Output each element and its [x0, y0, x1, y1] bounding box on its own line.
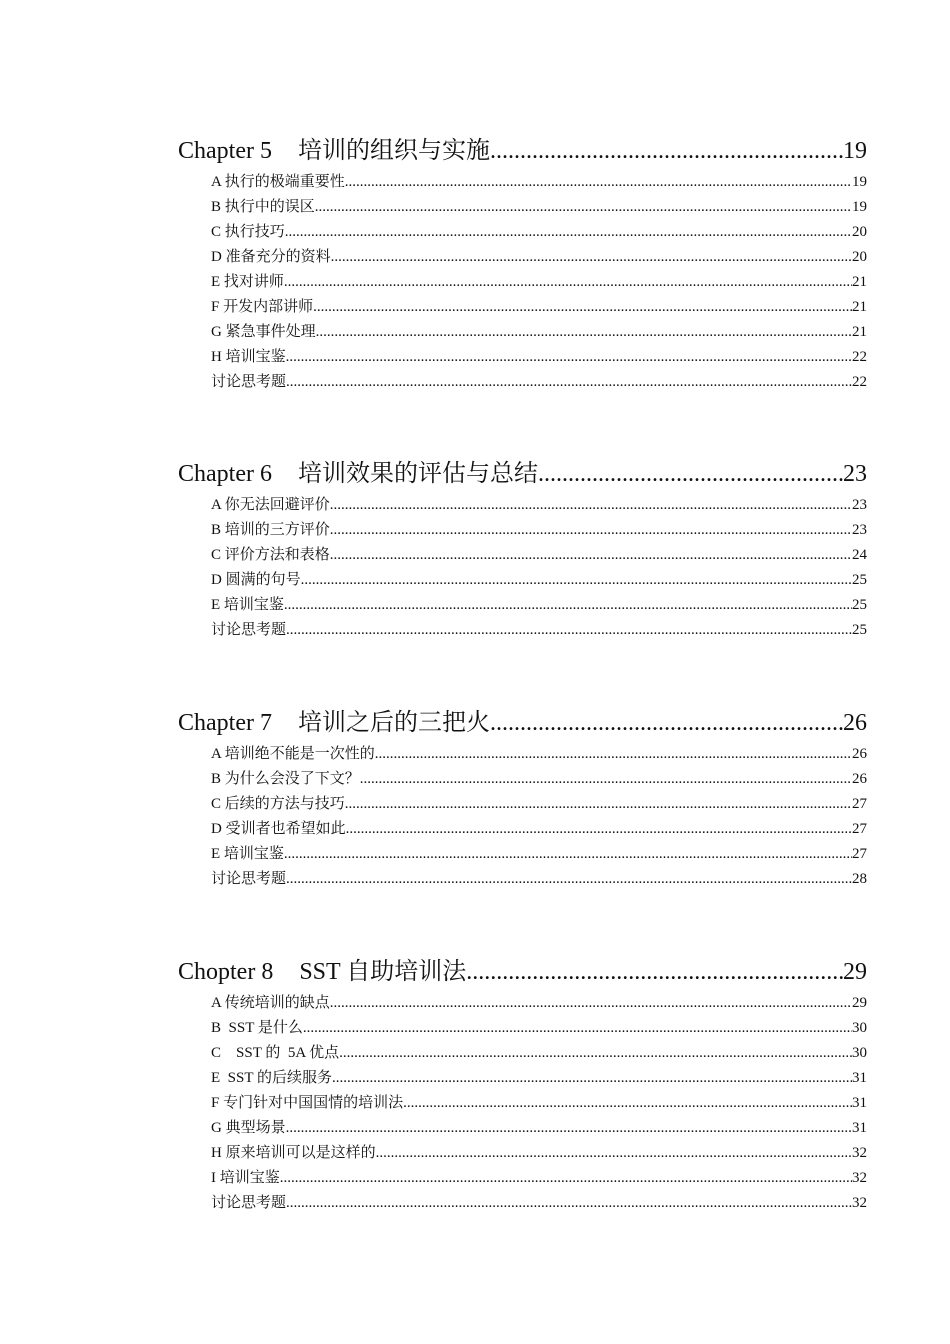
entry-page-number: 30: [852, 1045, 867, 1061]
entry-page-number: 24: [852, 547, 867, 563]
entry-label: F 开发内部讲师: [211, 299, 314, 315]
entry-label: D 受训者也希望如此: [211, 821, 346, 837]
dot-leader: [313, 295, 852, 320]
entry-page-number: 25: [852, 597, 867, 613]
entry-page-number: 27: [852, 796, 867, 812]
entry-label: F 专门针对中国国情的培训法: [211, 1095, 404, 1111]
entry-label: 讨论思考题: [211, 374, 287, 390]
chapter-title: 培训效果的评估与总结: [297, 461, 538, 487]
chapter-number: Chapter 5: [178, 138, 272, 164]
entry-page-number: 32: [852, 1195, 867, 1211]
dot-leader: [286, 370, 852, 395]
entry-page-number: 19: [852, 199, 867, 215]
entry-page-number: 26: [852, 771, 867, 787]
entry-label: E SST 的后续服务: [211, 1070, 332, 1086]
chapter-number: Chapter 7: [178, 710, 272, 736]
toc-entry[interactable]: [211, 245, 867, 270]
dot-leader: [345, 792, 852, 817]
chapter-6-section: [178, 459, 867, 643]
entry-label: 讨论思考题: [211, 871, 287, 887]
entry-page-number: 30: [852, 1020, 867, 1036]
entry-label: C 评价方法和表格: [211, 547, 330, 563]
toc-entry[interactable]: [211, 170, 867, 195]
entry-label: I 培训宝鉴: [211, 1170, 280, 1186]
toc-entry[interactable]: [211, 593, 867, 618]
dot-leader: [330, 991, 852, 1016]
toc-entry[interactable]: [211, 270, 867, 295]
chapter-title: 培训的组织与实施: [297, 138, 490, 164]
toc-entry[interactable]: [211, 842, 867, 867]
chapter-8-section: [178, 957, 867, 1216]
dot-leader: [360, 767, 852, 792]
entry-page-number: 21: [852, 324, 867, 340]
entry-page-number: 23: [852, 497, 867, 513]
entry-page-number: 22: [852, 349, 867, 365]
dot-leader: [315, 195, 852, 220]
entry-page-number: 20: [852, 224, 867, 240]
entry-page-number: 20: [852, 249, 867, 265]
chapter-page-number: 19: [843, 138, 867, 164]
entry-label: H 培训宝鉴: [211, 349, 286, 365]
entry-page-number: 25: [852, 622, 867, 638]
entry-label: A 执行的极端重要性: [211, 174, 345, 190]
entry-page-number: 27: [852, 821, 867, 837]
entry-page-number: 19: [852, 174, 867, 190]
entry-page-number: 29: [852, 995, 867, 1011]
chapter-number: Chopter 8: [178, 959, 274, 985]
toc-entry[interactable]: [211, 295, 867, 320]
dot-leader: [538, 459, 843, 489]
dot-leader: [286, 867, 852, 892]
entry-page-number: 26: [852, 746, 867, 762]
toc-entry[interactable]: [211, 195, 867, 220]
entry-label: D 准备充分的资料: [211, 249, 331, 265]
toc-entry[interactable]: [211, 1091, 867, 1116]
chapter-heading[interactable]: [178, 957, 867, 987]
entry-label: A 传统培训的缺点: [211, 995, 330, 1011]
entry-label: C 后续的方法与技巧: [211, 796, 345, 812]
chapter-heading[interactable]: [178, 459, 867, 489]
toc-entry[interactable]: [211, 568, 867, 593]
toc-entry[interactable]: [211, 792, 867, 817]
toc-entry[interactable]: [211, 1141, 867, 1166]
dot-leader: [286, 1191, 852, 1216]
entry-label: G 典型场景: [211, 1120, 286, 1136]
toc-entry[interactable]: [211, 543, 867, 568]
entry-page-number: 21: [852, 274, 867, 290]
entry-page-number: 31: [852, 1120, 867, 1136]
section-list: [178, 991, 867, 1216]
toc-entry[interactable]: [211, 1041, 867, 1066]
toc-entry[interactable]: [211, 220, 867, 245]
section-list: [178, 170, 867, 395]
toc-entry[interactable]: [211, 817, 867, 842]
entry-label: C SST 的 5A 优点: [211, 1045, 340, 1061]
chapter-page-number: 29: [843, 959, 867, 985]
dot-leader: [330, 543, 852, 568]
toc-entry[interactable]: [211, 320, 867, 345]
entry-label: B SST 是什么: [211, 1020, 303, 1036]
entry-page-number: 23: [852, 522, 867, 538]
entry-label: G 紧急事件处理: [211, 324, 316, 340]
dot-leader: [284, 270, 852, 295]
chapter-7-section: [178, 708, 867, 892]
section-list: [178, 742, 867, 892]
entry-page-number: 31: [852, 1070, 867, 1086]
entry-label: E 找对讲师: [211, 274, 284, 290]
chapter-number: Chapter 6: [178, 461, 272, 487]
toc-entry[interactable]: [211, 1191, 867, 1216]
toc-entry[interactable]: [211, 742, 867, 767]
dot-leader: [331, 245, 852, 270]
dot-leader: [375, 742, 852, 767]
dot-leader: [330, 518, 852, 543]
entry-label: 讨论思考题: [211, 1195, 287, 1211]
entry-page-number: 25: [852, 572, 867, 588]
entry-page-number: 31: [852, 1095, 867, 1111]
chapter-page-number: 23: [843, 461, 867, 487]
dot-leader: [403, 1091, 852, 1116]
entry-page-number: 27: [852, 846, 867, 862]
entry-label: B 培训的三方评价: [211, 522, 330, 538]
dot-leader: [301, 568, 852, 593]
entry-label: C 执行技巧: [211, 224, 285, 240]
toc-entry[interactable]: [211, 1016, 867, 1041]
dot-leader: [303, 1016, 852, 1041]
section-list: [178, 493, 867, 643]
entry-label: E 培训宝鉴: [211, 846, 284, 862]
dot-leader: [332, 1066, 852, 1091]
toc-entry[interactable]: [211, 370, 867, 395]
chapter-5-section: [178, 136, 867, 395]
entry-label: H 原来培训可以是这样的: [211, 1145, 376, 1161]
entry-page-number: 32: [852, 1145, 867, 1161]
dot-leader: [490, 708, 843, 738]
chapter-title: SST 自助培训法: [299, 959, 467, 985]
dot-leader: [280, 1166, 852, 1191]
entry-label: B 执行中的误区: [211, 199, 315, 215]
entry-label: A 培训绝不能是一次性的: [211, 746, 375, 762]
dot-leader: [284, 842, 852, 867]
dot-leader: [284, 593, 852, 618]
dot-leader: [466, 957, 843, 987]
entry-label: 讨论思考题: [211, 622, 287, 638]
entry-label: A 你无法回避评价: [211, 497, 330, 513]
dot-leader: [286, 618, 852, 643]
dot-leader: [345, 170, 852, 195]
toc-entry[interactable]: [211, 991, 867, 1016]
entry-label: B 为什么会没了下文？: [211, 771, 360, 787]
chapter-title: 培训之后的三把火: [297, 710, 490, 736]
dot-leader: [376, 1141, 852, 1166]
dot-leader: [330, 493, 852, 518]
toc-entry[interactable]: [211, 867, 867, 892]
toc-entry[interactable]: [211, 618, 867, 643]
chapter-page-number: 26: [843, 710, 867, 736]
dot-leader: [339, 1041, 852, 1066]
dot-leader: [285, 220, 852, 245]
chapter-heading[interactable]: [178, 708, 867, 738]
entry-page-number: 32: [852, 1170, 867, 1186]
dot-leader: [490, 136, 843, 166]
toc-entry[interactable]: [211, 767, 867, 792]
chapter-heading[interactable]: [178, 136, 867, 166]
dot-leader: [316, 320, 852, 345]
toc-entry[interactable]: [211, 1166, 867, 1191]
toc-entry[interactable]: [211, 345, 867, 370]
entry-label: D 圆满的句号: [211, 572, 301, 588]
entry-label: E 培训宝鉴: [211, 597, 284, 613]
entry-page-number: 21: [852, 299, 867, 315]
toc-entry[interactable]: [211, 518, 867, 543]
entry-page-number: 28: [852, 871, 867, 887]
toc-entry[interactable]: [211, 1116, 867, 1141]
toc-entry[interactable]: [211, 1066, 867, 1091]
toc-entry[interactable]: [211, 493, 867, 518]
dot-leader: [286, 1116, 852, 1141]
entry-page-number: 22: [852, 374, 867, 390]
dot-leader: [286, 345, 852, 370]
dot-leader: [346, 817, 852, 842]
